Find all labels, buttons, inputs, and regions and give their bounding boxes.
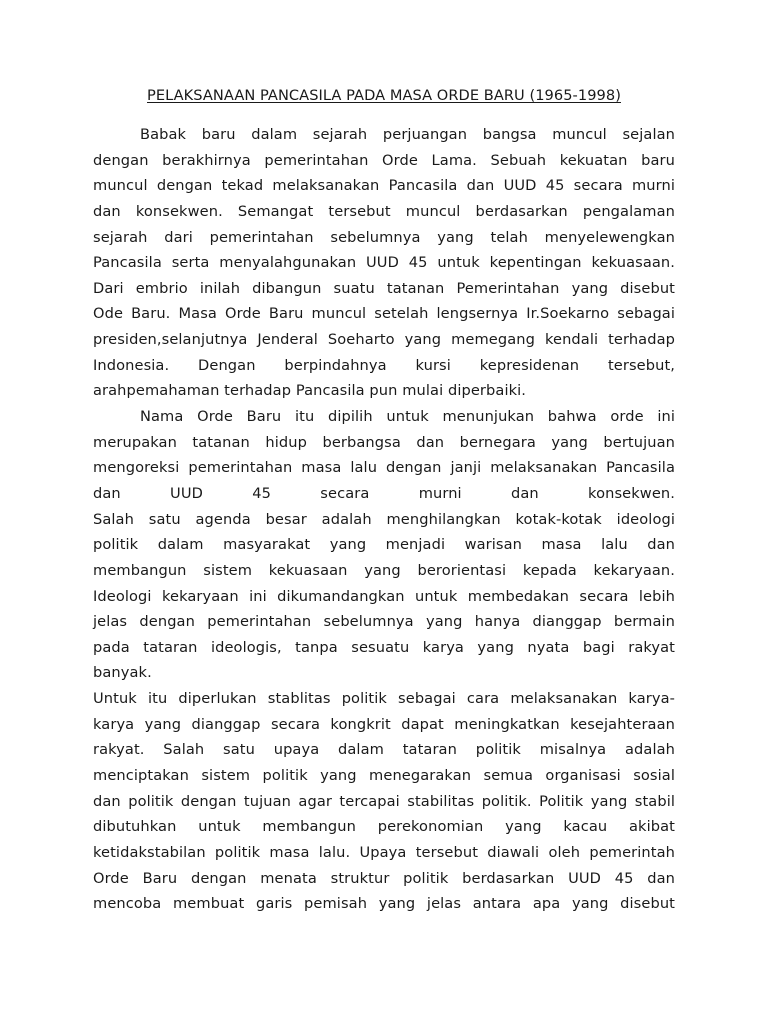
text-line: Ideologi kekaryaan ini dikumandangkan untuk membedakan secara lebih [93, 587, 675, 605]
document-title: PELAKSANAAN PANCASILA PADA MASA ORDE BARU (1965-1998) [147, 87, 621, 104]
text-line: dibutuhkan untuk membangun perekonomian yang kacau akibat [93, 818, 675, 836]
text-line: dengan berakhirnya pemerintahan Orde Lama. Sebuah kekuatan baru [93, 151, 675, 169]
text-line: mengoreksi pemerintahan masa lalu dengan janji melaksanakan Pancasila [93, 459, 675, 477]
text-line: dan politik dengan tujuan agar tercapai stabilitas politik. Politik yang stabil [93, 792, 675, 810]
text-line: muncul dengan tekad melaksanakan Pancasila dan UUD 45 secara murni [93, 177, 675, 195]
text-line: mencoba membuat garis pemisah yang jelas antara apa yang disebut [93, 895, 675, 913]
text-line: politik dalam masyarakat yang menjadi warisan masa lalu dan [93, 536, 675, 554]
text-line: karya yang dianggap secara kongkrit dapat meningkatkan kesejahteraan [93, 715, 675, 733]
text-line: Pancasila serta menyalahgunakan UUD 45 untuk kepentingan kekuasaan. [93, 254, 675, 272]
text-line: Orde Baru dengan menata struktur politik berdasarkan UUD 45 dan [93, 869, 675, 887]
text-line: ketidakstabilan politik masa lalu. Upaya tersebut diawali oleh pemerintah [93, 843, 675, 861]
text-line: dan konsekwen. Semangat tersebut muncul berdasarkan pengalaman [93, 202, 675, 220]
text-line: presiden,selanjutnya Jenderal Soeharto yang memegang kendali terhadap [93, 331, 675, 349]
text-line: Untuk itu diperlukan stablitas politik sebagai cara melaksanakan karya- [93, 690, 675, 708]
text-line: Dari embrio inilah dibangun suatu tatanan Pemerintahan yang disebut [93, 279, 675, 297]
text-line: Babak baru dalam sejarah perjuangan bangsa muncul sejalan [140, 126, 675, 143]
text-line: Indonesia. Dengan berpindahnya kursi kepresidenan tersebut, [93, 356, 675, 374]
document-body [93, 122, 675, 917]
text-line: banyak. [93, 664, 152, 682]
text-line: pada tataran ideologis, tanpa sesuatu karya yang nyata bagi rakyat [93, 638, 675, 656]
text-line: jelas dengan pemerintahan sebelumnya yang hanya dianggap bermain [93, 613, 675, 631]
text-line: arahpemahaman terhadap Pancasila pun mulai diperbaiki. [93, 382, 527, 400]
text-line: merupakan tatanan hidup berbangsa dan bernegara yang bertujuan [93, 433, 675, 451]
text-line: Ode Baru. Masa Orde Baru muncul setelah lengsernya Ir.Soekarno sebagai [93, 305, 675, 323]
text-line: Salah satu agenda besar adalah menghilangkan kotak-kotak ideologi [93, 510, 675, 528]
text-line: menciptakan sistem politik yang menegarakan semua organisasi sosial [93, 767, 675, 785]
text-line: dan UUD 45 secara murni dan konsekwen. [93, 484, 675, 502]
text-line: rakyat. Salah satu upaya dalam tataran politik misalnya adalah [93, 741, 675, 759]
text-line: sejarah dari pemerintahan sebelumnya yang telah menyelewengkan [93, 228, 675, 246]
text-line: Nama Orde Baru itu dipilih untuk menunjukan bahwa orde ini [140, 408, 675, 426]
text-line: membangun sistem kekuasaan yang berorientasi kepada kekaryaan. [93, 561, 675, 579]
